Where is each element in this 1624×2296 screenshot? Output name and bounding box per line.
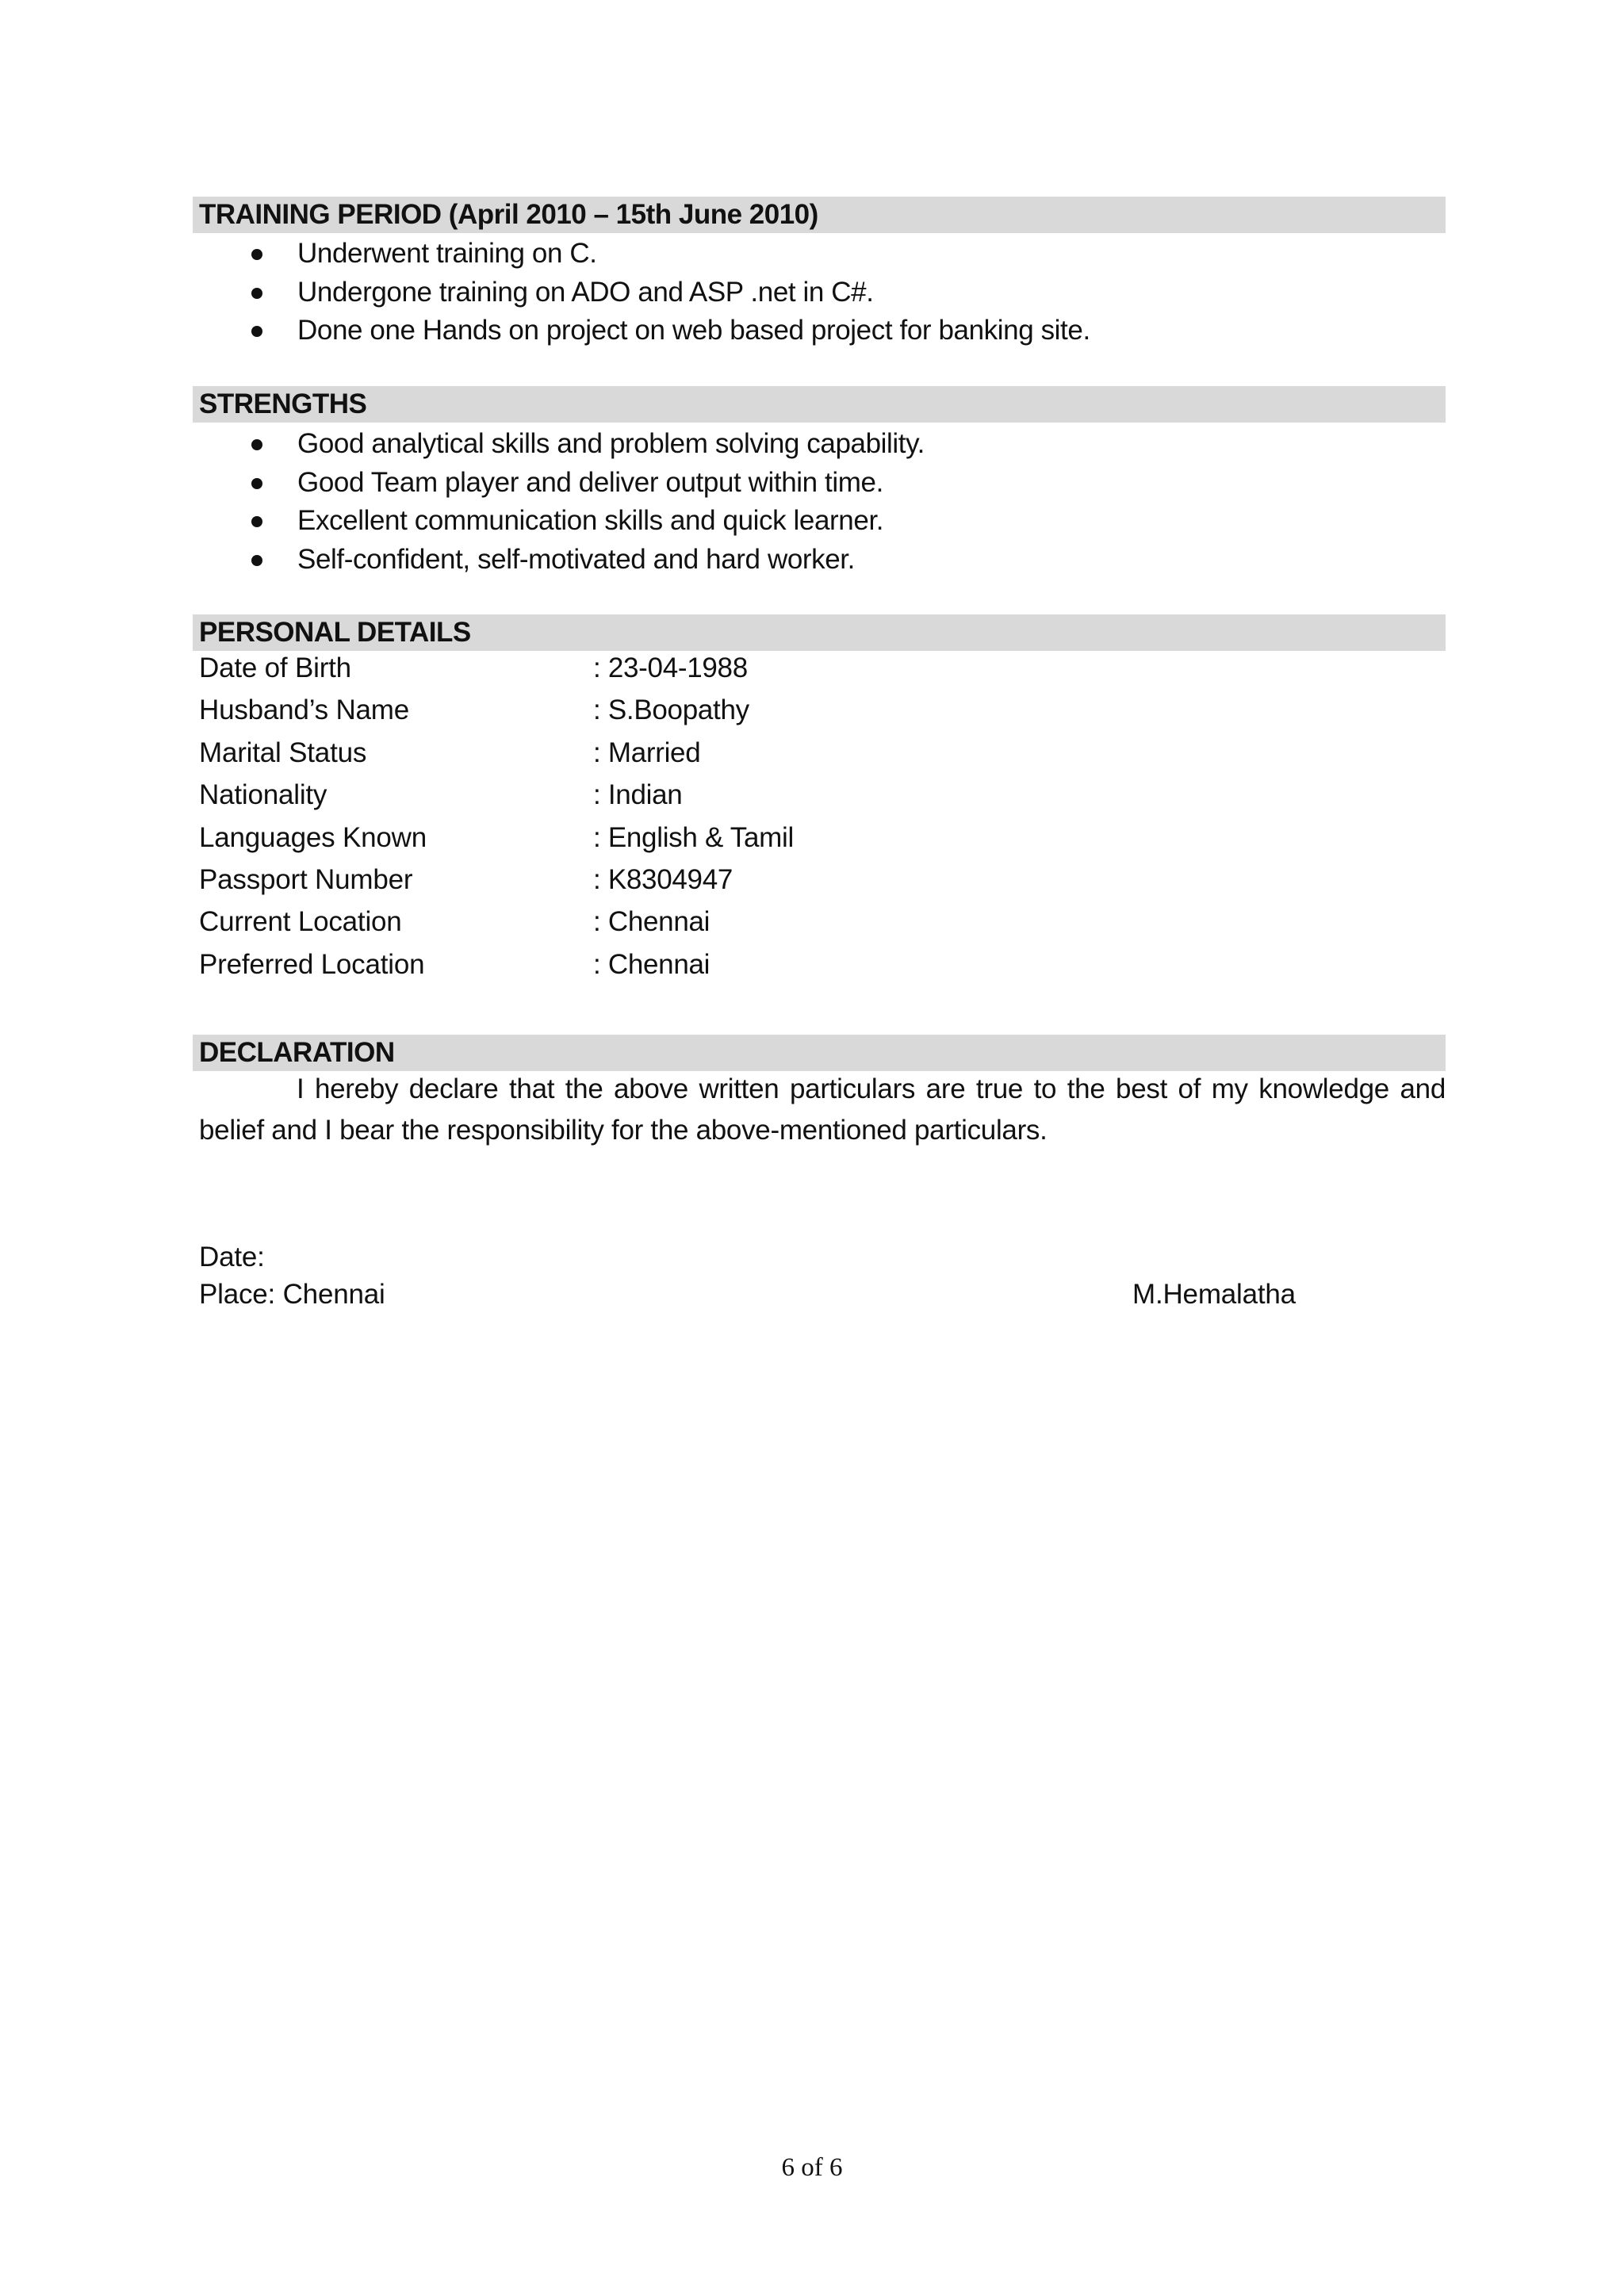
list-item-text: Good analytical skills and problem solving capability. [297, 428, 925, 459]
list-item-text: Self-confident, self-motivated and hard worker. [297, 543, 855, 575]
detail-value: : Chennai [593, 906, 710, 938]
bullet-icon [251, 516, 262, 527]
detail-label: Husband’s Name [199, 695, 410, 726]
strengths-section-header: STRENGTHS [193, 386, 1446, 423]
detail-value: : Chennai [593, 948, 710, 980]
bullet-icon [251, 478, 262, 489]
detail-value: : S.Boopathy [593, 695, 749, 726]
date-label: Date: [199, 1242, 265, 1272]
list-item-text: Good Team player and deliver output within time. [297, 466, 883, 498]
list-item-text: Done one Hands on project on web based project for banking site. [297, 315, 1090, 346]
detail-label: Date of Birth [199, 652, 351, 683]
list-item-text: Excellent communication skills and quick learner. [297, 505, 884, 536]
detail-value: : English & Tamil [593, 821, 794, 853]
personal-details-section-header: PERSONAL DETAILS [193, 614, 1446, 651]
list-item-text: Underwent training on C. [297, 238, 597, 269]
list-item-text: Undergone training on ADO and ASP .net in C#. [297, 276, 874, 308]
place-label: Place: Chennai [199, 1279, 385, 1310]
detail-label: Preferred Location [199, 948, 425, 980]
bullet-icon [251, 326, 262, 337]
detail-label: Languages Known [199, 821, 427, 853]
signature-name: M.Hemalatha [1132, 1279, 1296, 1310]
declaration-text: I hereby declare that the above written particulars are true to the best of my knowledge and belief and I bear the responsibility for the above-mentioned particulars. [199, 1073, 1446, 1146]
detail-value: : Indian [593, 779, 683, 811]
page-number: 6 of 6 [781, 2153, 843, 2182]
detail-label: Nationality [199, 779, 327, 811]
declaration-section-header: DECLARATION [193, 1035, 1446, 1071]
bullet-icon [251, 439, 262, 450]
training-section-header: TRAINING PERIOD (April 2010 – 15th June 2010) [193, 197, 1446, 233]
detail-value: : Married [593, 737, 701, 768]
detail-label: Marital Status [199, 737, 367, 768]
detail-label: Current Location [199, 906, 402, 938]
bullet-icon [251, 288, 262, 299]
detail-label: Passport Number [199, 863, 413, 895]
bullet-icon [251, 555, 262, 566]
bullet-icon [251, 249, 262, 260]
detail-value: : K8304947 [593, 863, 733, 895]
detail-value: : 23-04-1988 [593, 652, 748, 683]
